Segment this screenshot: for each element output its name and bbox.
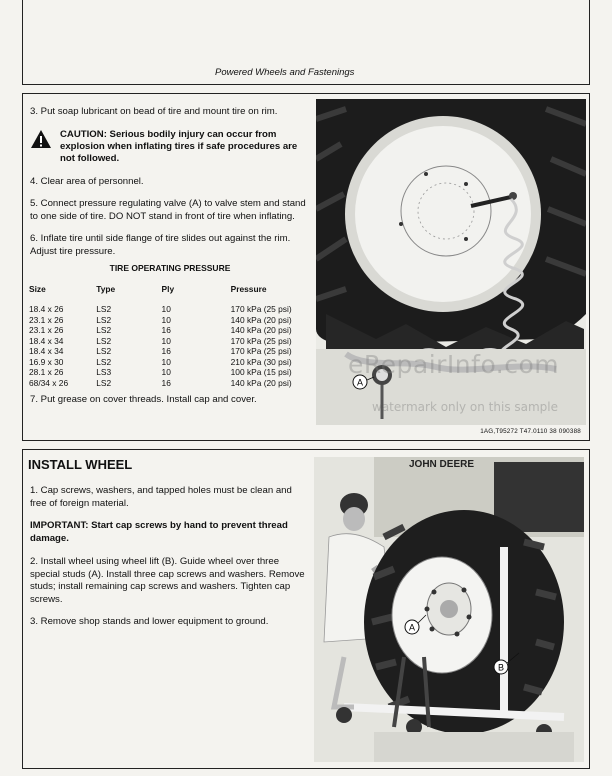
callout-b: B	[497, 662, 505, 673]
caution-block	[30, 129, 310, 165]
table-cell: 10	[161, 335, 171, 346]
table-title: TIRE OPERATING PRESSURE	[109, 263, 231, 273]
step-7: 7. Put grease on cover threads. Install cap and cover.	[30, 394, 257, 405]
table-cell: LS2	[96, 304, 112, 314]
column-header: Ply	[161, 283, 175, 294]
table-cell: LS2	[96, 325, 112, 335]
table-cell: 170 kPa (25 psi)	[230, 304, 292, 314]
watermark-site: eRepairInfo.com	[348, 350, 560, 379]
table-cell: 18.4 x 34	[29, 346, 64, 356]
table-cell: 170 kPa (25 psi)	[230, 335, 292, 346]
step-3: 3. Put soap lubricant on bead of tire and mount tire on rim.	[30, 106, 278, 117]
table-cell: 140 kPa (20 psi)	[230, 314, 292, 325]
callout-a: A	[356, 377, 364, 388]
column-header: Pressure	[230, 283, 267, 294]
table-row	[29, 346, 310, 357]
table-cell: 10	[161, 356, 171, 367]
install-wheel-section	[22, 449, 590, 769]
step-1: 1. Cap screws, washers, and tapped holes must be clean and free of foreign material.	[30, 485, 292, 509]
table-cell: 16	[161, 325, 171, 335]
table-cell: LS2	[96, 377, 112, 388]
table-cell: 16.9 x 30	[29, 356, 64, 367]
wheel-install-photo	[314, 457, 584, 762]
table-row	[29, 325, 310, 336]
table-cell: 18.4 x 26	[29, 304, 64, 314]
table-row	[29, 367, 310, 378]
install-instructions	[30, 485, 310, 639]
column-header: Size	[29, 283, 46, 294]
warning-icon	[30, 129, 52, 154]
table-cell: 10	[161, 367, 171, 377]
tire-pressure-table	[29, 283, 310, 389]
step-3: 3. Remove shop stands and lower equipment to ground.	[30, 616, 269, 627]
table-cell: 100 kPa (15 psi)	[230, 367, 292, 377]
table-row	[29, 378, 310, 389]
figure-caption: 1AG,T95272 T47.0110 38 090388	[480, 428, 581, 435]
table-cell: 16	[161, 377, 171, 388]
section-heading: INSTALL WHEEL	[28, 457, 133, 472]
table-cell: 23.1 x 26	[29, 314, 64, 325]
banner-text: JOHN DEERE	[409, 459, 475, 470]
table-cell: LS2	[96, 346, 112, 356]
table-row	[29, 304, 310, 315]
step-2: 2. Install wheel using wheel lift (B). Guide wheel over three special studs (A). Install three cap screws and washers. Remove studs; install remaining cap screws and washers. Tighten cap screws.	[30, 556, 305, 605]
tire-mounting-section	[22, 93, 590, 441]
table-cell: 18.4 x 34	[29, 335, 64, 346]
instructions-column	[30, 106, 310, 417]
table-cell: 28.1 x 26	[29, 367, 64, 377]
table-row	[29, 336, 310, 347]
table-cell: 23.1 x 26	[29, 325, 64, 335]
table-cell: 170 kPa (25 psi)	[230, 346, 292, 356]
table-cell: 140 kPa (20 psi)	[230, 325, 292, 335]
table-row	[29, 357, 310, 368]
page-title: Powered Wheels and Fastenings	[215, 67, 355, 78]
callout-a: A	[408, 622, 416, 633]
watermark-note: watermark only on this sample	[372, 400, 559, 414]
table-cell: LS2	[96, 314, 112, 325]
step-6: 6. Inflate tire until side flange of tire slides out against the rim. Adjust tire pressure.	[30, 233, 291, 257]
table-cell: 10	[161, 304, 171, 314]
table-cell: LS2	[96, 356, 112, 367]
step-5: 5. Connect pressure regulating valve (A) to valve stem and stand to one side of tire. DO NOT stand in front of tire when inflating.	[30, 198, 306, 222]
table-cell: LS2	[96, 335, 112, 346]
table-cell: LS3	[96, 367, 112, 377]
caution-text: CAUTION: Serious bodily injury can occur from explosion when inflating tires if safe procedures are not followed.	[60, 128, 298, 164]
table-cell: 210 kPa (30 psi)	[230, 356, 292, 367]
table-row	[29, 315, 310, 326]
table-cell: 16	[161, 346, 171, 356]
table-cell: 68/34 x 26	[29, 377, 69, 388]
important-note: IMPORTANT: Start cap screws by hand to prevent thread damage.	[30, 520, 288, 544]
step-4: 4. Clear area of personnel.	[30, 175, 144, 187]
column-header: Type	[96, 283, 116, 294]
table-cell: 10	[161, 314, 171, 325]
table-cell: 140 kPa (20 psi)	[230, 377, 292, 388]
